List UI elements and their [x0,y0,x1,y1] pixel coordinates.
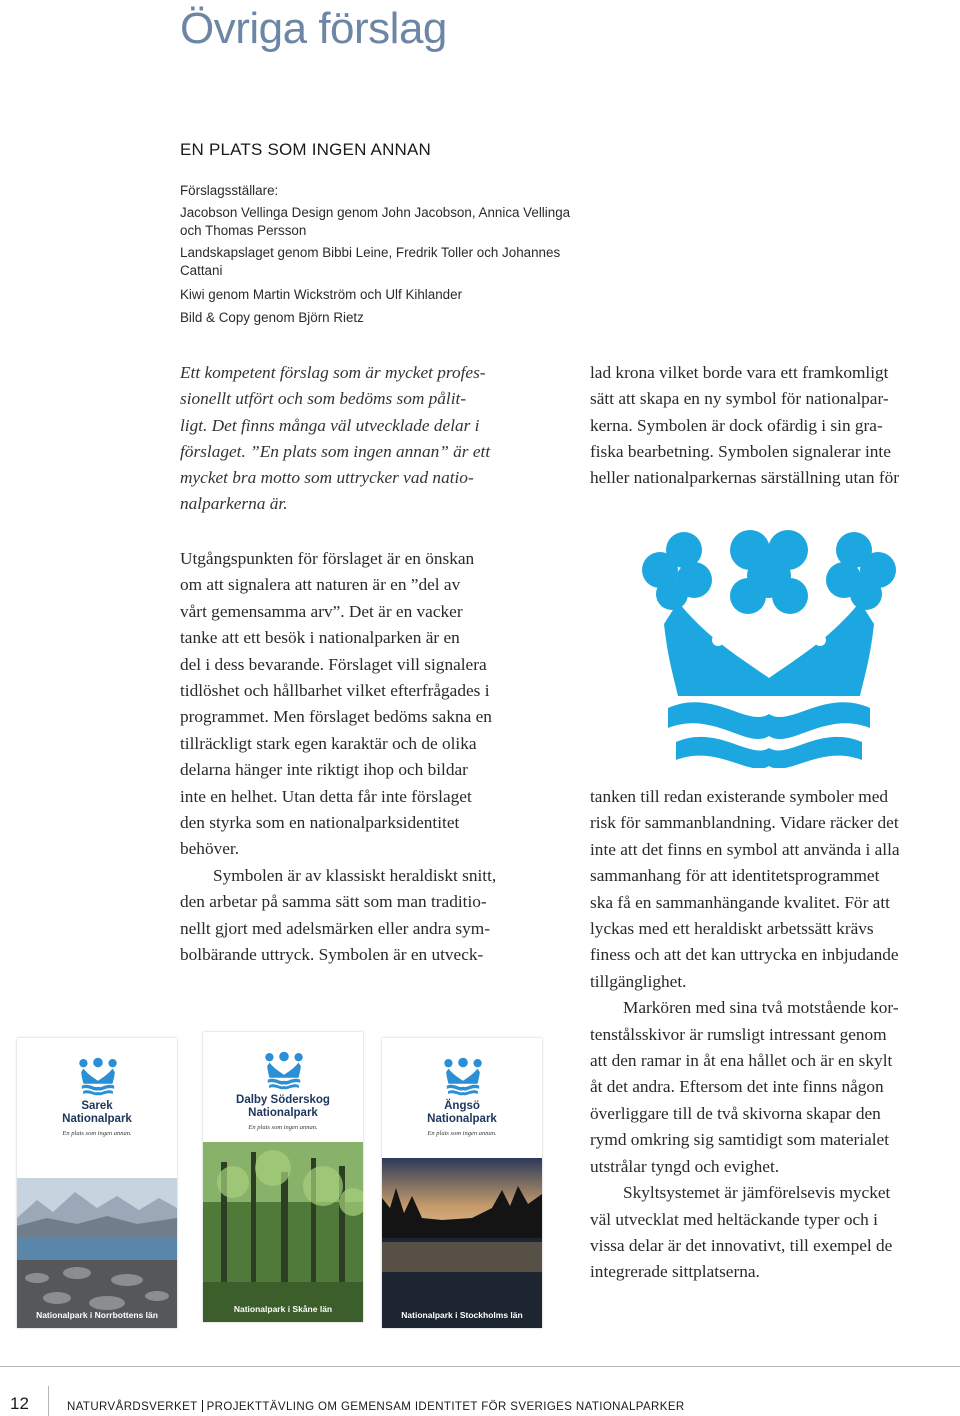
text-line: tenstålsskivor är rumsligt intressant genom [590,1024,887,1044]
brochure-title [382,1100,542,1126]
proposer-entry: Landskapslaget genom Bibbi Leine, Fredrik Toller och Johannes Cattani [180,244,561,278]
brochure-footer: Nationalpark i Skåne län [233,1304,333,1314]
brochure-tagline: En plats som ingen annan. [62,1130,132,1137]
text-line: finess och att det kan uttrycka en inbjudande [590,945,899,965]
proposer-entry: Jacobson Vellinga Design genom John Jacobson, Annica Vellinga och Thomas Persson [180,204,571,238]
text-line: åt det andra. Eftersom det inte finns någon [590,1077,884,1097]
text-line: nellt gjort med adelsmärken eller andra sym- [180,918,490,938]
page-title: Övriga förslag [180,4,447,53]
brochure-footer: Nationalpark i Stockholms län [401,1310,523,1320]
crown-icon [442,1056,484,1096]
brochure-title [203,1094,363,1120]
text-line: tanken till redan existerande symboler med [590,787,889,806]
text-line: inte att det finns en symbol att använda i alla [590,839,900,859]
brochure-footer: Nationalpark i Norrbottens län [36,1310,158,1320]
text-line: Symbolen är av klassiskt heraldiskt snitt, [213,865,497,885]
forest-photo [203,1142,363,1322]
right-column-top-text [590,360,960,491]
text-line: tanke att ett besök i nationalparken är en [180,628,460,648]
lead-line: Ett kompetent förslag som är mycket profes- [180,363,486,382]
proposer-list [180,182,580,330]
text-line: inte en helhet. Utan detta får inte förslaget [180,786,472,806]
text-line: integrerade sittplatserna. [590,1262,760,1282]
right-column-text [590,784,960,1286]
text-line: att den ramar in åt ena hållet och är en skylt [590,1051,893,1071]
text-line: sammanhang för att identitetsprogrammet [590,866,880,886]
text-line: om att signalera att naturen är en ”del av [180,575,461,595]
text-line: tillgänglighet. [590,971,687,991]
text-line: den arbetar på samma sätt som man traditio- [180,892,487,912]
page-number: 12 [10,1394,29,1413]
lead-line: mycket bra motto som uttrycker vad natio- [180,468,474,488]
brochure-dalby-soderskog [203,1032,363,1322]
footer-publisher: NATURVÅRDSVERKET [67,1401,198,1413]
sunset-lake-photo [382,1158,542,1328]
proposer-entry: Bild & Copy genom Björn Rietz [180,310,364,325]
brochure-tagline: En plats som ingen annan. [248,1124,318,1131]
brochure-title-line: Nationalpark [248,1107,318,1119]
text-line: rymd omkring sig samtidigt som materialet [590,1130,890,1150]
text-line: vissa delar är det innovativt, till exempel de [590,1235,893,1255]
footer-divider [48,1386,49,1416]
text-line: sätt att skapa en ny symbol för nationalpar- [590,389,889,409]
lead-line: sionellt utfört och som bedöms som pålit- [180,389,467,409]
lead-line: förslaget. ”En plats som ingen annan” är ett [180,441,491,461]
left-column-text [180,546,560,969]
text-line: lad krona vilket borde vara ett framkomligt [590,363,889,382]
text-line: Skyltsystemet är jämförelsevis mycket [623,1183,891,1203]
text-line: programmet. Men förslaget bedöms sakna en [180,707,492,727]
brochure-title-line: Sarek [81,1100,113,1112]
text-line: heller nationalparkernas särställning utan för [590,468,900,488]
text-line: delarna hänger inte riktigt ihop och bildar [180,760,468,780]
footer-document-title: PROJEKTTÄVLING OM GEMENSAM IDENTITET FÖR SVERIGES NATIONALPARKER [206,1401,685,1413]
text-line: bolbärande uttryck. Symbolen är en utveck- [180,945,484,965]
footer-running-title [67,1400,685,1413]
proposer-label: Förslagsställare: [180,183,279,198]
brochure-sarek [17,1038,177,1328]
proposer-entry: Kiwi genom Martin Wickström och Ulf Kihlander [180,286,463,302]
footer-separator [202,1400,203,1412]
brochure-title-line: Nationalpark [427,1113,497,1125]
section-heading: EN PLATS SOM INGEN ANNAN [180,140,432,159]
text-line: vårt gemensamma arv”. Det är en vacker [180,601,463,621]
text-line: tidlöshet och hållbarhet vilket efterfrågades i [180,681,490,701]
crown-symbol-icon [638,528,900,768]
lead-line: nalparkerna är. [180,494,288,514]
text-line: tillräckligt stark egen karaktär och de olika [180,733,477,753]
text-line: kerna. Symbolen är dock ofärdig i sin gra- [590,415,883,435]
crown-icon [263,1050,305,1090]
brochure-title-line: Nationalpark [62,1113,132,1125]
brochure-tagline: En plats som ingen annan. [427,1130,497,1137]
text-line: fiska bearbetning. Symbolen signalerar inte [590,441,891,461]
text-line: Markören med sina två motstående kor- [623,998,899,1018]
brochure-title [17,1100,177,1126]
brochure-title-line: Dalby Söderskog [236,1094,330,1106]
text-line: väl utvecklat med heltäckande typer och i [590,1209,878,1229]
text-line: den styrka som en nationalparksidentitet [180,813,460,833]
mountain-lake-photo [17,1178,177,1328]
footer-rule [0,1366,960,1367]
text-line: del i dess bevarande. Förslaget vill signalera [180,654,487,674]
text-line: risk för sammanblandning. Vidare räcker det [590,813,899,833]
brochure-angso [382,1038,542,1328]
text-line: överliggare till de två skivorna skapar den [590,1103,881,1123]
lead-paragraph [180,360,550,518]
crown-icon [77,1056,119,1096]
brochure-title-line: Ängsö [444,1100,480,1112]
text-line: behöver. [180,839,240,859]
text-line: Utgångspunkten för förslaget är en önskan [180,549,475,568]
text-line: lyckas med ett heraldiskt arbetssätt krävs [590,919,874,939]
lead-line: ligt. Det finns många väl utvecklade delar i [180,415,480,435]
text-line: utstrålar tyngd och evighet. [590,1156,780,1176]
text-line: ska få en sammanhängande kvalitet. För att [590,892,890,912]
